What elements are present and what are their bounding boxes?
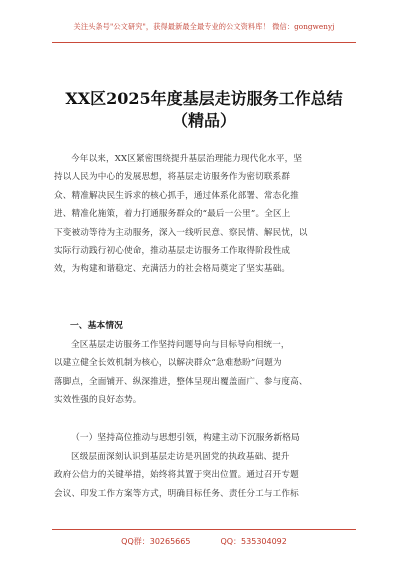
document-title (20, 88, 388, 132)
paragraph-line: 下变被动等待为主动服务，深入一线听民意、察民情、解民忧，以 (54, 227, 308, 238)
paragraph-line: 实效性强的良好态势。 (54, 395, 142, 406)
footer-qq: QQ：535304092 (220, 537, 287, 546)
paragraph-line: 区级层面深刻认识到基层走访是巩固党的执政基础、提升 (71, 452, 290, 462)
intro-paragraph (54, 150, 354, 279)
header-divider (52, 42, 356, 43)
header-banner: 关注头条号"公文研究"，获得最新最全最专业的公文资料库！ 微信：gongwenyj (73, 22, 335, 31)
paragraph-line: 持以人民为中心的发展思想，将基层走访服务作为密切联系群 (54, 172, 291, 183)
paragraph-line: 会议、印发工作方案等方式，明确目标任务、责任分工与工作标 (54, 488, 299, 499)
subsection1-paragraph (54, 448, 354, 503)
title-line-2: （精品） (171, 111, 236, 130)
paragraph-line: 政府公信力的关键举措，始终将其置于突出位置。通过召开专题 (54, 470, 299, 481)
section-heading: 一、基本情况 (70, 321, 123, 331)
paragraph-line: 进、精准化施策，着力打通服务群众的“最后一公里”。全区上 (54, 209, 291, 220)
title-line-1: XX区2025年度基层走访服务工作总结 (65, 89, 343, 108)
paragraph-line: 众、精准解决民生诉求的核心抓手，通过体系化部署、常态化推 (54, 190, 299, 201)
footer-contact (0, 536, 408, 547)
paragraph-line: 效，为构建和谐稳定、充满活力的社会格局奠定了坚实基础。 (54, 264, 291, 275)
section1-paragraph (54, 336, 354, 410)
subsection-heading: （一）坚持高位推动与思想引领，构建主动下沉服务新格局 (71, 433, 300, 443)
paragraph-line: 实际行动践行初心使命，推动基层走访服务工作取得阶段性成 (54, 246, 291, 257)
paragraph-line: 落脚点，全面铺开、纵深推进，整体呈现出覆盖面广、参与度高、 (54, 376, 308, 387)
paragraph-line: 以建立健全长效机制为核心，以解决群众“急难愁盼”问题为 (54, 358, 282, 369)
footer-qq-group: QQ群：30265665 (121, 537, 191, 546)
paragraph-line: 今年以来，XX区紧密围绕提升基层治理能力现代化水平，坚 (71, 154, 303, 164)
footer-divider (52, 529, 356, 530)
paragraph-line: 全区基层走访服务工作坚持问题导向与目标导向相统一， (71, 340, 290, 350)
